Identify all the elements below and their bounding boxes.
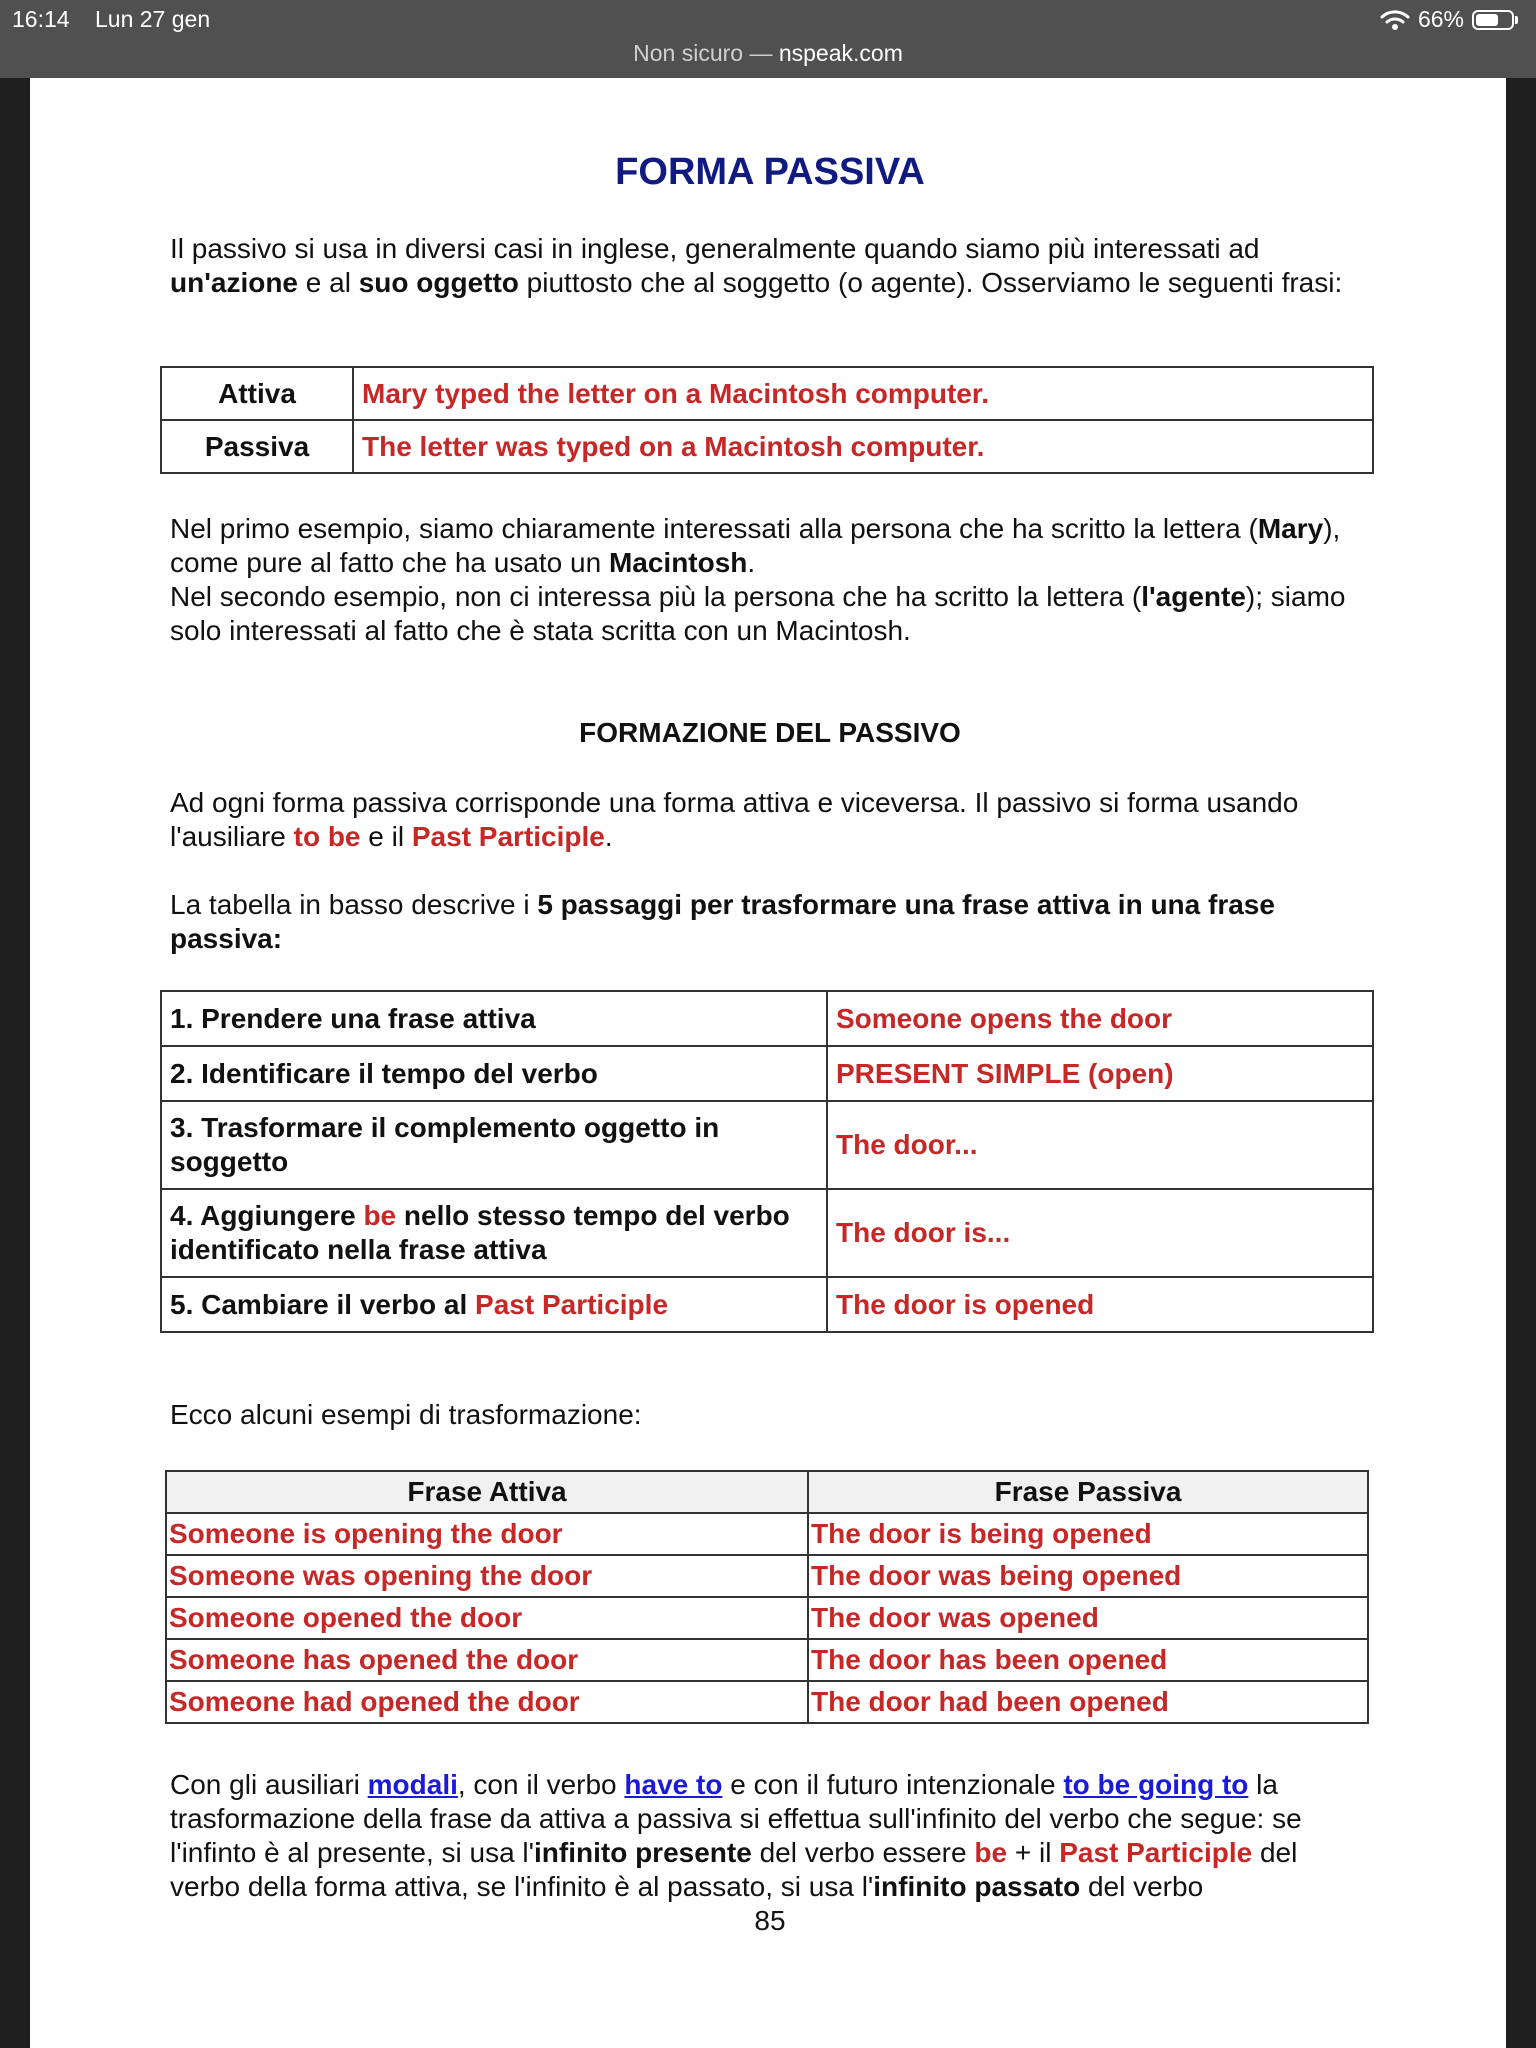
wifi-icon (1380, 9, 1410, 31)
table-row (166, 1639, 1368, 1681)
step-example: Someone opens the door (827, 991, 1373, 1046)
step-cell: 3. Trasformare il complemento oggetto in soggetto (161, 1101, 827, 1189)
example-label: Passiva (161, 420, 353, 473)
security-label: Non sicuro — (633, 40, 773, 66)
passive-sentence: The door was being opened (808, 1555, 1368, 1597)
section-heading: FORMAZIONE DEL PASSIVO (579, 717, 961, 748)
table-row (161, 991, 1373, 1046)
modals-paragraph: Con gli ausiliari modali, con il verbo have to e con il futuro intenzionale to be going to la trasformazione della frase da attiva a passiva si effettua sull'infinito del verbo che segue: se l'infinto è al presente, si usa l'infinito presente del verbo essere be + il Past Participle del verbo della forma attiva, se l'infinito è al passato, si usa l'infinito passato del verbo (170, 1769, 1302, 1902)
table-row (166, 1681, 1368, 1723)
table-row (166, 1513, 1368, 1555)
intro-paragraph: Il passivo si usa in diversi casi in inglese, generalmente quando siamo più interessati ad un'azione e al suo oggetto piuttosto che al soggetto (o agente). Osserviamo le seguenti frasi: (170, 233, 1343, 298)
status-bar (0, 0, 1536, 78)
battery-icon (1472, 10, 1518, 30)
step-cell: 5. Cambiare il verbo al Past Participle (161, 1277, 827, 1332)
table-row (161, 1189, 1373, 1277)
active-sentence: Someone opened the door (166, 1597, 808, 1639)
step-cell: 2. Identificare il tempo del verbo (161, 1046, 827, 1101)
example-sentence: Mary typed the letter on a Macintosh computer. (353, 367, 1373, 420)
steps-intro-paragraph: La tabella in basso descrive i 5 passaggi per trasformare una frase attiva in una frase passiva: (170, 889, 1275, 954)
battery-percent: 66% (1417, 6, 1464, 32)
formation-paragraph: Ad ogni forma passiva corrisponde una forma attiva e viceversa. Il passivo si forma usando l'ausiliare to be e il Past Participle. (170, 787, 1299, 852)
example-label: Attiva (161, 367, 353, 420)
page-title: FORMA PASSIVA (615, 151, 925, 193)
step-example: The door is opened (827, 1277, 1373, 1332)
explanation-paragraph: Nel primo esempio, siamo chiaramente interessati alla persona che ha scritto la lettera (Mary), come pure al fatto che ha usato un Macintosh. Nel secondo esempio, non ci interessa più la persona che ha scritto la lettera (l'agente); siamo solo interessati al fatto che è stata scritta con un Macintosh. (170, 513, 1346, 646)
table-row (161, 367, 1373, 420)
step-cell: 4. Aggiungere be nello stesso tempo del verbo identificato nella frase attiva (161, 1189, 827, 1277)
active-sentence: Someone is opening the door (166, 1513, 808, 1555)
table-row (166, 1597, 1368, 1639)
link-have-to[interactable]: have to (624, 1769, 723, 1800)
passive-sentence: The door has been opened (808, 1639, 1368, 1681)
example-sentence: The letter was typed on a Macintosh computer. (353, 420, 1373, 473)
example-table (160, 366, 1374, 474)
table-row (166, 1555, 1368, 1597)
column-header-active: Frase Attiva (166, 1471, 808, 1513)
passive-sentence: The door had been opened (808, 1681, 1368, 1723)
document-page[interactable] (30, 78, 1506, 2048)
table-row (161, 1277, 1373, 1332)
column-header-passive: Frase Passiva (808, 1471, 1368, 1513)
active-sentence: Someone has opened the door (166, 1639, 808, 1681)
link-modali[interactable]: modali (367, 1769, 458, 1800)
step-example: PRESENT SIMPLE (open) (827, 1046, 1373, 1101)
status-date: Lun 27 gen (95, 6, 211, 32)
page-number: 85 (754, 1905, 786, 1936)
table-row (161, 1101, 1373, 1189)
active-sentence: Someone had opened the door (166, 1681, 808, 1723)
table-row (161, 420, 1373, 473)
step-example: The door is... (827, 1189, 1373, 1277)
transform-table (165, 1470, 1369, 1724)
url-host: nspeak.com (778, 40, 903, 66)
table-row (161, 1046, 1373, 1101)
link-to-be-going-to[interactable]: to be going to (1063, 1769, 1249, 1800)
step-cell: 1. Prendere una frase attiva (161, 991, 827, 1046)
passive-sentence: The door is being opened (808, 1513, 1368, 1555)
address-bar[interactable] (0, 40, 1536, 67)
status-time: 16:14 (12, 6, 70, 32)
active-sentence: Someone was opening the door (166, 1555, 808, 1597)
transform-intro: Ecco alcuni esempi di trasformazione: (170, 1399, 642, 1430)
status-indicators (1380, 6, 1518, 33)
steps-table (160, 990, 1374, 1333)
passive-sentence: The door was opened (808, 1597, 1368, 1639)
step-example: The door... (827, 1101, 1373, 1189)
table-header-row (166, 1471, 1368, 1513)
